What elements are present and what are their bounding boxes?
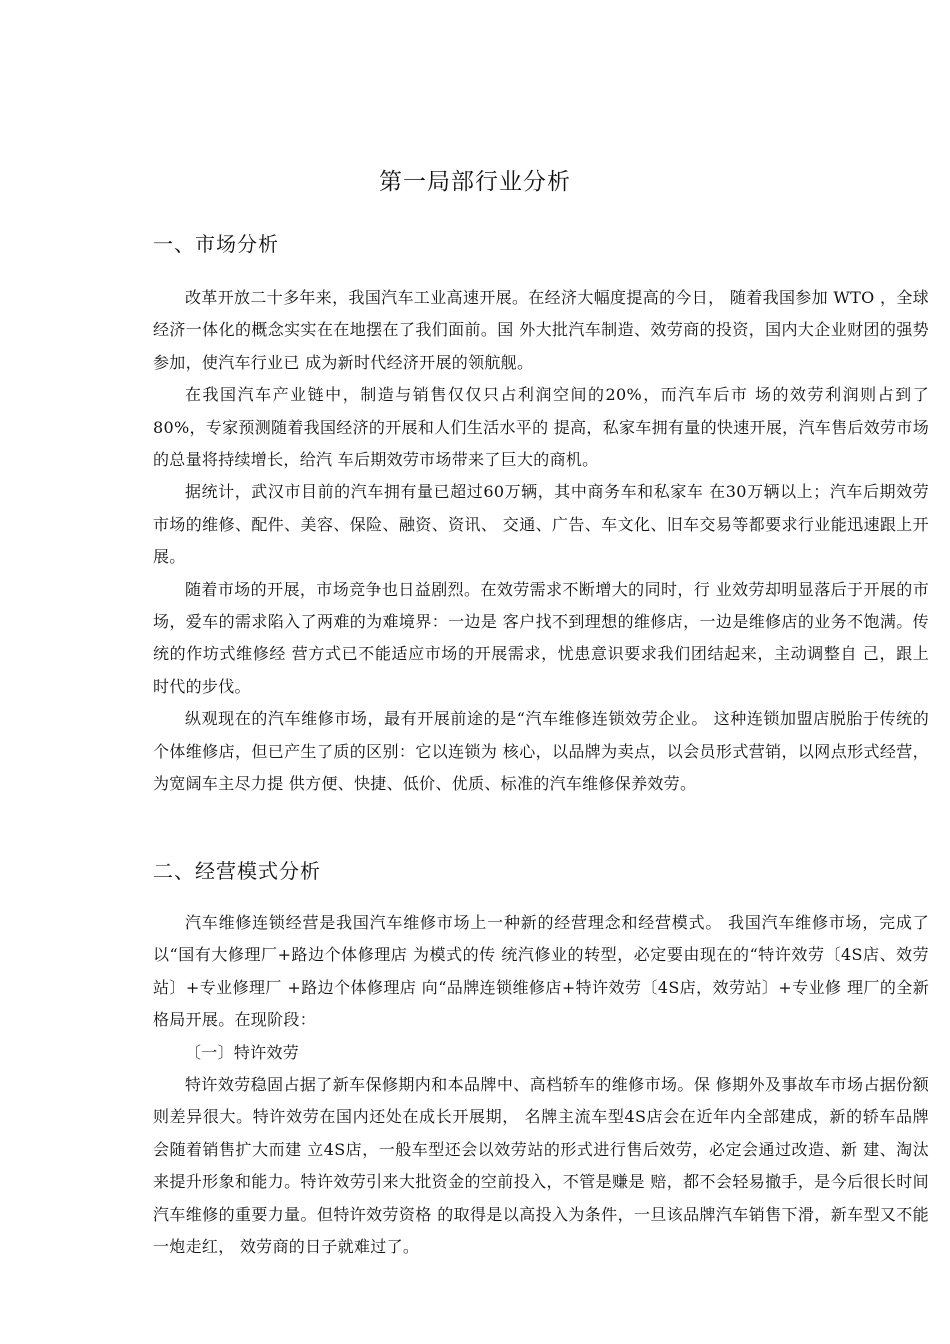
section-body-market-analysis xyxy=(153,282,929,801)
paragraph: 汽车维修连锁经营是我国汽车维修市场上一种新的经营理念和经营模式。 我国汽车维修市场，完成了以“国有大修理厂+路边个体修理店 为模式的传 统汽修业的转型，必定要由现在的“特许效劳〔4S店、效劳站〕+专业修理厂 +路边个体修理店 向“品牌连锁维修店+特许效劳〔4S店，效劳站〕+专业修 理厂的全新格局开展。在现阶段： xyxy=(153,913,929,1030)
paragraph: 纵观现在的汽车维修市场，最有开展前途的是“汽车维修连锁效劳企业。 这种连锁加盟店脱胎于传统的个体维修店，但已产生了质的区别：它以连锁为 核心，以品牌为卖点，以会员形式营销，以网点形式经营，为宽阔车主尽力提 供方便、快捷、低价、优质、标准的汽车维修保养效劳。 xyxy=(153,709,929,794)
section-heading-market-analysis: 一、市场分析 xyxy=(153,232,279,256)
section-heading-business-model: 二、经营模式分析 xyxy=(153,859,321,883)
section-body-business-model xyxy=(153,907,929,1263)
paragraph: 在我国汽车产业链中，制造与销售仅仅只占利润空间的20%，而汽车后市 场的效劳利润则占到了 80%，专家预测随着我国经济的开展和人们生活水平的 提高，私家车拥有量的快速开展，汽车售后效劳市场的总量将持续增长，给汽 车后期效劳市场带来了巨大的商机。 xyxy=(153,385,929,470)
paragraph: 改革开放二十多年来，我国汽车工业高速开展。在经济大幅度提高的今日， 随着我国参加 WTO ，全球经济一体化的概念实实在在地摆在了我们面前。国 外大批汽车制造、效劳商的投资，国内大企业财团的强势参加，使汽车行业已 成为新时代经济开展的领航舰。 xyxy=(153,288,929,372)
paragraph: 据统计，武汉市目前的汽车拥有量已超过60万辆，其中商务车和私家车 在30万辆以上；汽车后期效劳市场的维修、配件、美容、保险、融资、资讯、 交通、广告、车文化、旧车交易等都要求行业能迅速跟上开展。 xyxy=(153,482,929,567)
subheading-franchise-service: 〔一〕特许效劳 xyxy=(185,1042,300,1062)
paragraph: 特许效劳稳固占据了新车保修期内和本品牌中、高档轿车的维修市场。保 修期外及事故车市场占据份额则差异很大。特许效劳在国内还处在成长开展期， 名牌主流车型4S店会在近年内全部建成，新的轿车品牌会随着销售扩大而建 立4S店，一般车型还会以效劳站的形式进行售后效劳，必定会通过改造、新 建、淘汰来提升形象和能力。特许效劳引来大批资金的空前投入，不管是赚是 赔，都不会轻易撤手，是今后很长时间汽车维修的重要力量。但特许效劳资格 的取得是以高投入为条件，一旦该品牌汽车销售下滑，新车型又不能一炮走红， 效劳商的日子就难过了。 xyxy=(153,1075,929,1257)
document-title: 第一局部行业分析 xyxy=(379,169,571,195)
paragraph: 随着市场的开展，市场竞争也日益剧烈。在效劳需求不断增大的同时，行 业效劳却明显落后于开展的市场，爱车的需求陷入了两难的为难境界：一边是 客户找不到理想的维修店，一边是维修店的业务不饱满。传统的作坊式维修经 营方式已不能适应市场的开展需求，忧患意识要求我们团结起来，主动调整自 己，跟上时代的步伐。 xyxy=(153,579,929,696)
